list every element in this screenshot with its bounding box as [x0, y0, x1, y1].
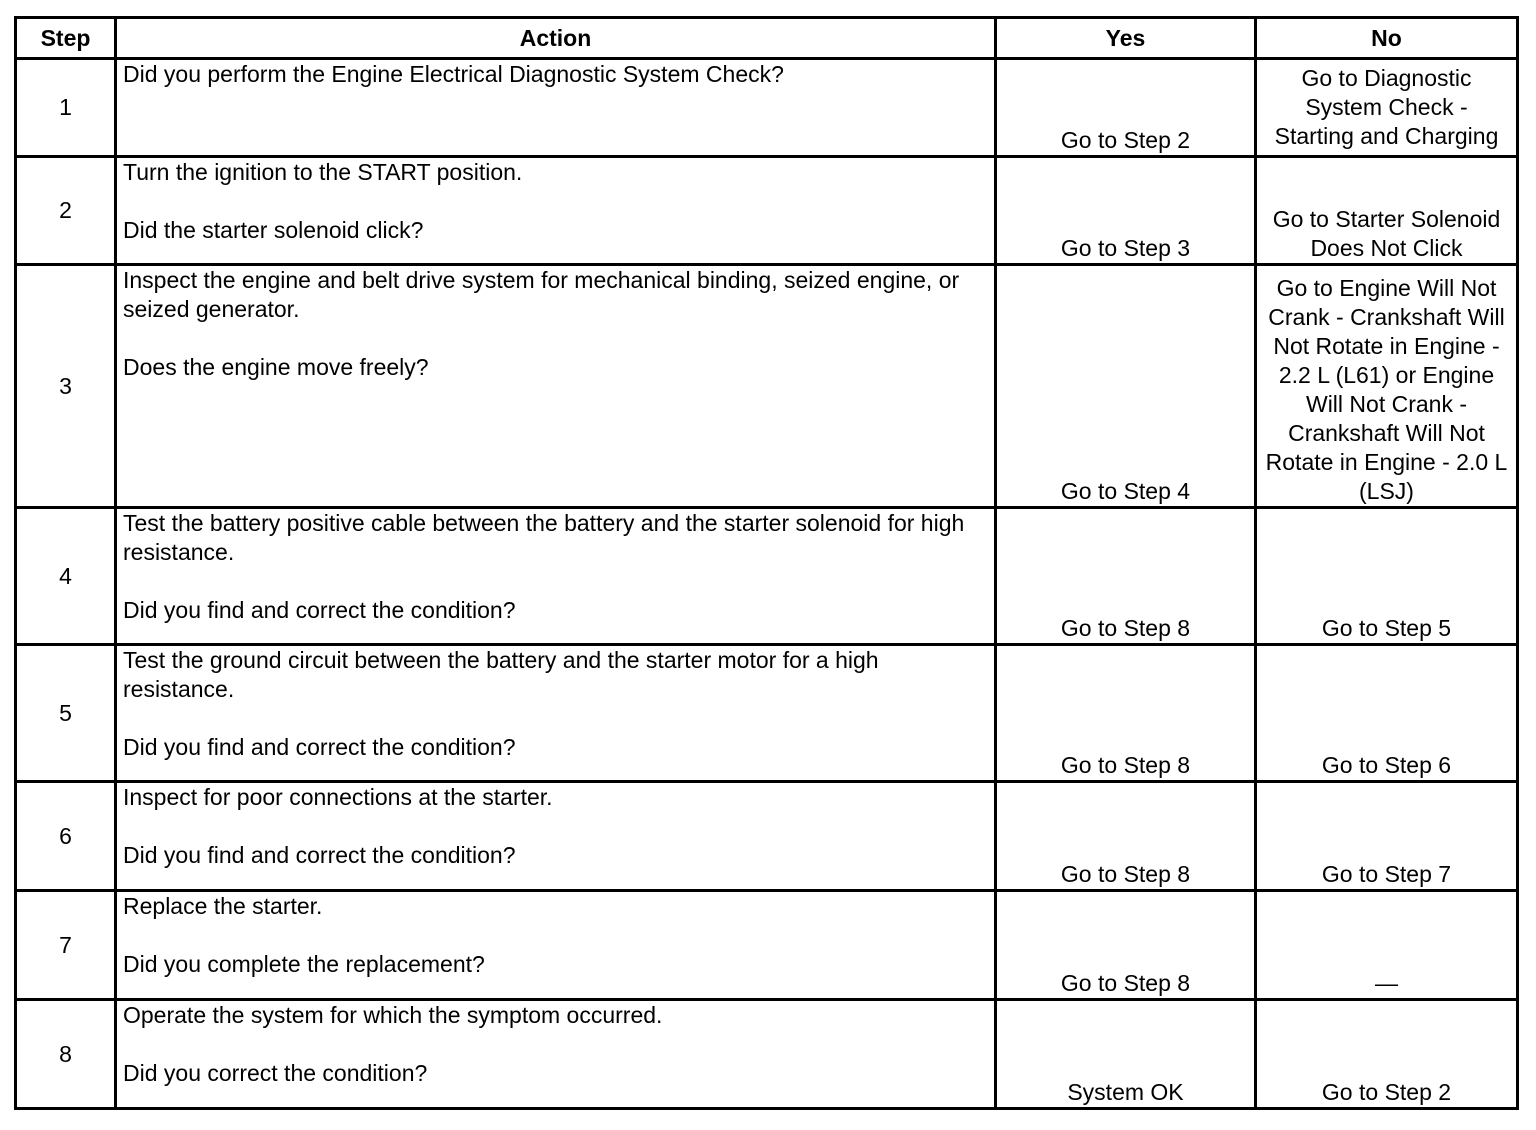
question-text: Did you find and correct the condition?	[123, 734, 516, 760]
no-cell: Go to Step 5	[1256, 508, 1518, 645]
header-row	[16, 18, 1518, 59]
table-row	[16, 782, 1518, 891]
step-number: 8	[16, 1000, 116, 1109]
yes-cell: Go to Step 8	[996, 508, 1256, 645]
diagnostic-table	[14, 16, 1519, 1110]
table-row	[16, 891, 1518, 1000]
step-number: 2	[16, 157, 116, 265]
no-cell: Go to Step 2	[1256, 1000, 1518, 1109]
step-number: 7	[16, 891, 116, 1000]
header-yes: Yes	[996, 18, 1256, 59]
step-number: 3	[16, 265, 116, 508]
action-cell	[116, 157, 996, 265]
no-cell: Go to Step 6	[1256, 645, 1518, 782]
action-text: Test the ground circuit between the battery and the starter motor for a high resistance.	[123, 647, 879, 702]
header-no: No	[1256, 18, 1518, 59]
action-cell	[116, 782, 996, 891]
question-text: Did you correct the condition?	[123, 1060, 428, 1086]
step-number: 6	[16, 782, 116, 891]
yes-cell: Go to Step 8	[996, 645, 1256, 782]
table-row	[16, 508, 1518, 645]
question-text: Did the starter solenoid click?	[123, 217, 424, 243]
action-cell	[116, 891, 996, 1000]
action-text: Inspect for poor connections at the starter.	[123, 784, 553, 810]
no-cell: Go to Starter Solenoid Does Not Click	[1256, 157, 1518, 265]
step-number: 5	[16, 645, 116, 782]
action-text: Did you perform the Engine Electrical Diagnostic System Check?	[123, 61, 784, 87]
action-text: Replace the starter.	[123, 893, 323, 919]
action-cell	[116, 508, 996, 645]
no-cell: —	[1256, 891, 1518, 1000]
question-text: Did you find and correct the condition?	[123, 842, 516, 868]
action-text: Turn the ignition to the START position.	[123, 159, 523, 185]
question-text: Does the engine move freely?	[123, 354, 429, 380]
question-text: Did you find and correct the condition?	[123, 597, 516, 623]
table-row	[16, 157, 1518, 265]
yes-cell: System OK	[996, 1000, 1256, 1109]
table-row	[16, 645, 1518, 782]
table-row	[16, 265, 1518, 508]
action-cell	[116, 1000, 996, 1109]
action-cell	[116, 265, 996, 508]
action-cell	[116, 645, 996, 782]
header-action: Action	[116, 18, 996, 59]
no-cell: Go to Diagnostic System Check - Starting and Charging	[1256, 59, 1518, 157]
action-text: Inspect the engine and belt drive system for mechanical binding, seized engine, or seized generator.	[123, 267, 960, 322]
yes-cell: Go to Step 3	[996, 157, 1256, 265]
yes-cell: Go to Step 4	[996, 265, 1256, 508]
yes-cell: Go to Step 8	[996, 782, 1256, 891]
action-text: Operate the system for which the symptom occurred.	[123, 1002, 663, 1028]
action-cell	[116, 59, 996, 157]
no-cell: Go to Engine Will Not Crank - Crankshaft Will Not Rotate in Engine - 2.2 L (L61) or Engine Will Not Crank - Crankshaft Will Not Rotate in Engine - 2.0 L (LSJ)	[1256, 265, 1518, 508]
step-number: 4	[16, 508, 116, 645]
no-cell: Go to Step 7	[1256, 782, 1518, 891]
table-row	[16, 1000, 1518, 1109]
question-text: Did you complete the replacement?	[123, 951, 485, 977]
action-text: Test the battery positive cable between the battery and the starter solenoid for high resistance.	[123, 510, 965, 565]
yes-cell: Go to Step 2	[996, 59, 1256, 157]
header-step: Step	[16, 18, 116, 59]
yes-cell: Go to Step 8	[996, 891, 1256, 1000]
table-row	[16, 59, 1518, 157]
step-number: 1	[16, 59, 116, 157]
